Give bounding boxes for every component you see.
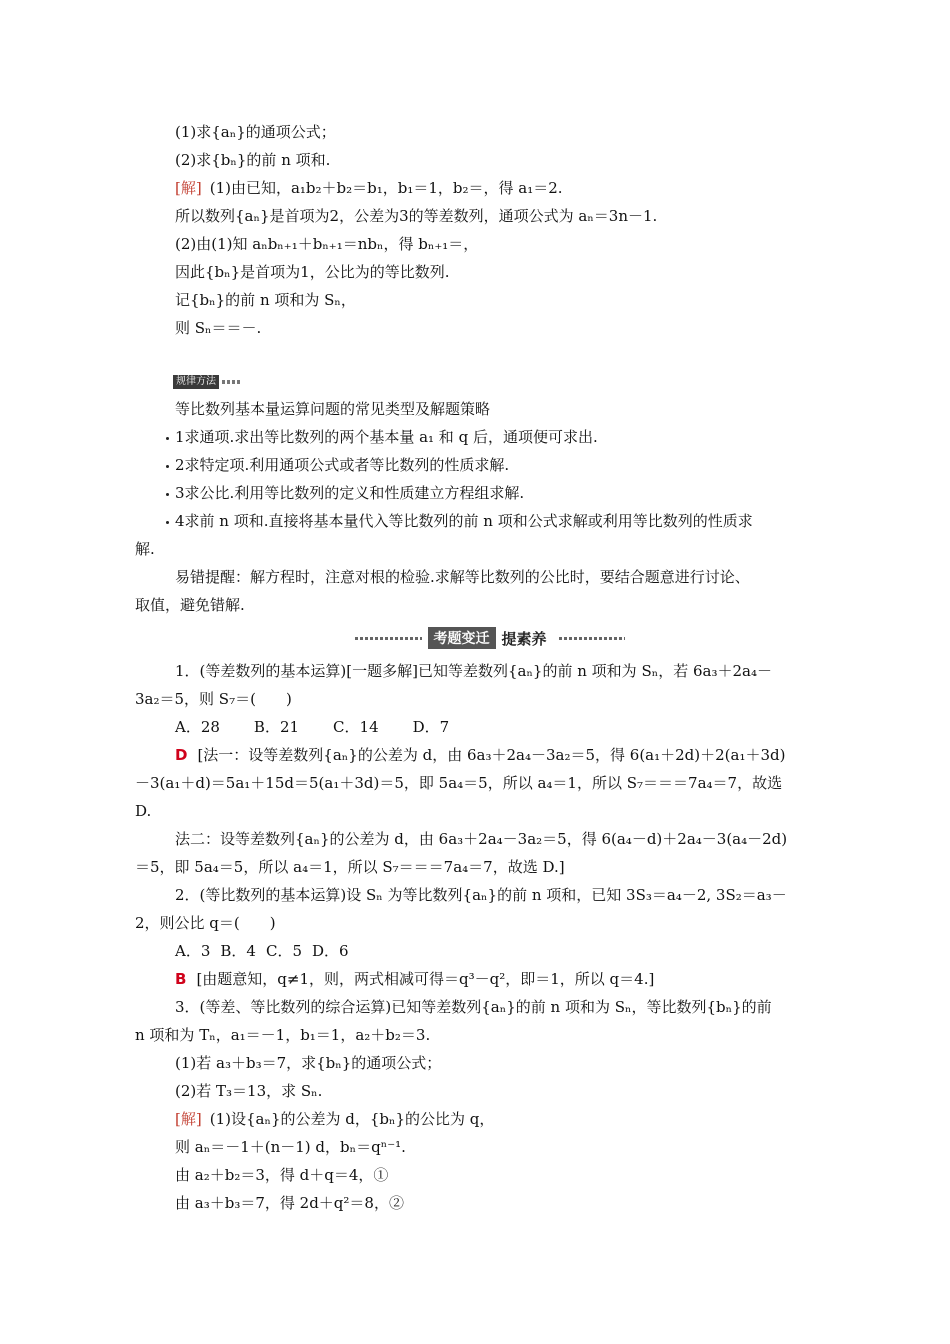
solution-line: 法二：设等差数列{aₙ}的公差为 d，由 6a₃＋2a₄－3a₂＝5，得 6(a₄－d)＋2a₄－3(a₄－2d) (175, 830, 788, 848)
option: B．4 (220, 942, 256, 960)
problem-1-options (175, 716, 483, 738)
option: C．5 (265, 942, 302, 960)
solution-text: [由题意知，q≠1，则，两式相减可得＝q³－q²，即＝1，所以 q＝4.] (196, 970, 655, 988)
option: C．14 (333, 718, 379, 736)
solution-line: 因此{bₙ}是首项为1，公比为的等比数列. (175, 263, 450, 281)
problem-1-stem: 3a₂＝5，则 S₇＝( ) (135, 690, 292, 708)
problem-2-solution (175, 968, 654, 990)
problem-3-solution (175, 1108, 494, 1130)
solution-line: 由 a₃＋b₃＝7，得 2d＋q²＝8，② (175, 1194, 404, 1212)
option: A．28 (175, 718, 220, 736)
answer-letter: D (175, 746, 188, 764)
option: D．7 (412, 718, 450, 736)
option: B．21 (253, 718, 300, 736)
solution-line: 由 a₂＋b₂＝3，得 d＋q＝4，① (175, 1166, 389, 1184)
method-item: 1求通项.求出等比数列的两个基本量 a₁ 和 q 后，通项便可求出. (175, 428, 598, 446)
problem-3-question-1: (1)若 a₃＋b₃＝7，求{bₙ}的通项公式； (175, 1054, 442, 1072)
problem-3-stem: n 项和为 Tₙ，a₁＝－1，b₁＝1，a₂＋b₂＝3. (135, 1026, 431, 1044)
problem-3-question-2: (2)若 T₃＝13，求 Sₙ. (175, 1082, 323, 1100)
warning-line: 取值，避免错解. (135, 596, 245, 614)
method-item: 2求特定项.利用通项公式或者等比数列的性质求解. (175, 456, 510, 474)
solution-label: [解] (175, 179, 202, 197)
bullet-dot (166, 437, 169, 440)
problem-2-stem: 2，则公比 q＝( ) (135, 914, 276, 932)
method-item: 3求公比.利用等比数列的定义和性质建立方程组求解. (175, 484, 525, 502)
method-item-continued: 解. (135, 540, 155, 558)
method-tag-label: 规律方法 (173, 375, 219, 389)
bullet-dot (166, 521, 169, 524)
solution-line: 则 aₙ＝－1＋(n－1) d，bₙ＝qⁿ⁻¹. (175, 1138, 406, 1156)
method-tag (173, 374, 242, 390)
solution-line: D. (135, 802, 152, 820)
bullet-dot (166, 465, 169, 468)
method-title: 等比数列基本量运算问题的常见类型及解题策略 (175, 400, 491, 418)
problem-1-solution (175, 744, 785, 766)
solution-text: [法一：设等差数列{aₙ}的公差为 d，由 6a₃＋2a₄－3a₂＝5，得 6(a₁＋2d)＋2(a₁＋3d) (197, 746, 786, 764)
banner-rule-right (559, 637, 626, 640)
banner-tag-left: 考题变迁 (428, 627, 496, 649)
solution-text: (1)设{aₙ}的公差为 d，{bₙ}的公比为 q， (209, 1110, 495, 1128)
solution-line: －3(a₁＋d)＝5a₁＋15d＝5(a₁＋3d)＝5，即 5a₄＝5，所以 a₄＝1，所以 S₇＝＝＝7a₄＝7，故选 (135, 774, 783, 792)
option: A．3 (175, 942, 211, 960)
solution-label: [解] (175, 1110, 202, 1128)
problem-2-options (175, 940, 359, 962)
solution-line: 记{bₙ}的前 n 项和为 Sₙ， (175, 291, 356, 309)
dotted-decoration (222, 380, 242, 384)
problem-1-stem: 1．(等差数列的基本运算)[一题多解]已知等差数列{aₙ}的前 n 项和为 Sₙ，若 6a₃＋2a₄－ (175, 662, 772, 680)
option: D．6 (312, 942, 349, 960)
bullet-dot (166, 493, 169, 496)
question-2: (2)求{bₙ}的前 n 项和. (175, 151, 331, 169)
solution-text: (1)由已知，a₁b₂＋b₂＝b₁，b₁＝1，b₂＝，得 a₁＝2. (209, 179, 563, 197)
solution-line: 则 Sₙ＝＝－. (175, 319, 262, 337)
banner-rule-left (355, 637, 422, 640)
banner-tag-right: 提素养 (501, 629, 547, 648)
solution-line: (2)由(1)知 aₙbₙ₊₁＋bₙ₊₁＝nbₙ，得 bₙ₊₁＝， (175, 235, 479, 253)
method-item: 4求前 n 项和.直接将基本量代入等比数列的前 n 项和公式求解或利用等比数列的性质求 (175, 512, 753, 530)
warning-line: 易错提醒：解方程时，注意对根的检验.求解等比数列的公比时，要结合题意进行讨论、 (175, 568, 750, 586)
solution-line: 所以数列{aₙ}是首项为2，公差为3的等差数列，通项公式为 aₙ＝3n－1. (175, 207, 658, 225)
question-1: (1)求{aₙ}的通项公式； (175, 123, 336, 141)
problem-3-stem: 3．(等差、等比数列的综合运算)已知等差数列{aₙ}的前 n 项和为 Sₙ，等比数列{bₙ}的前 (175, 998, 772, 1016)
problem-2-stem: 2．(等比数列的基本运算)设 Sₙ 为等比数列{aₙ}的前 n 项和，已知 3S₃＝a₄－2, 3S₂＝a₃－ (175, 886, 787, 904)
section-banner (355, 627, 625, 649)
answer-letter: B (175, 970, 187, 988)
solution-line (175, 177, 563, 199)
solution-line: ＝5，即 5a₄＝5，所以 a₄＝1，所以 S₇＝＝＝7a₄＝7，故选 D.] (135, 858, 565, 876)
